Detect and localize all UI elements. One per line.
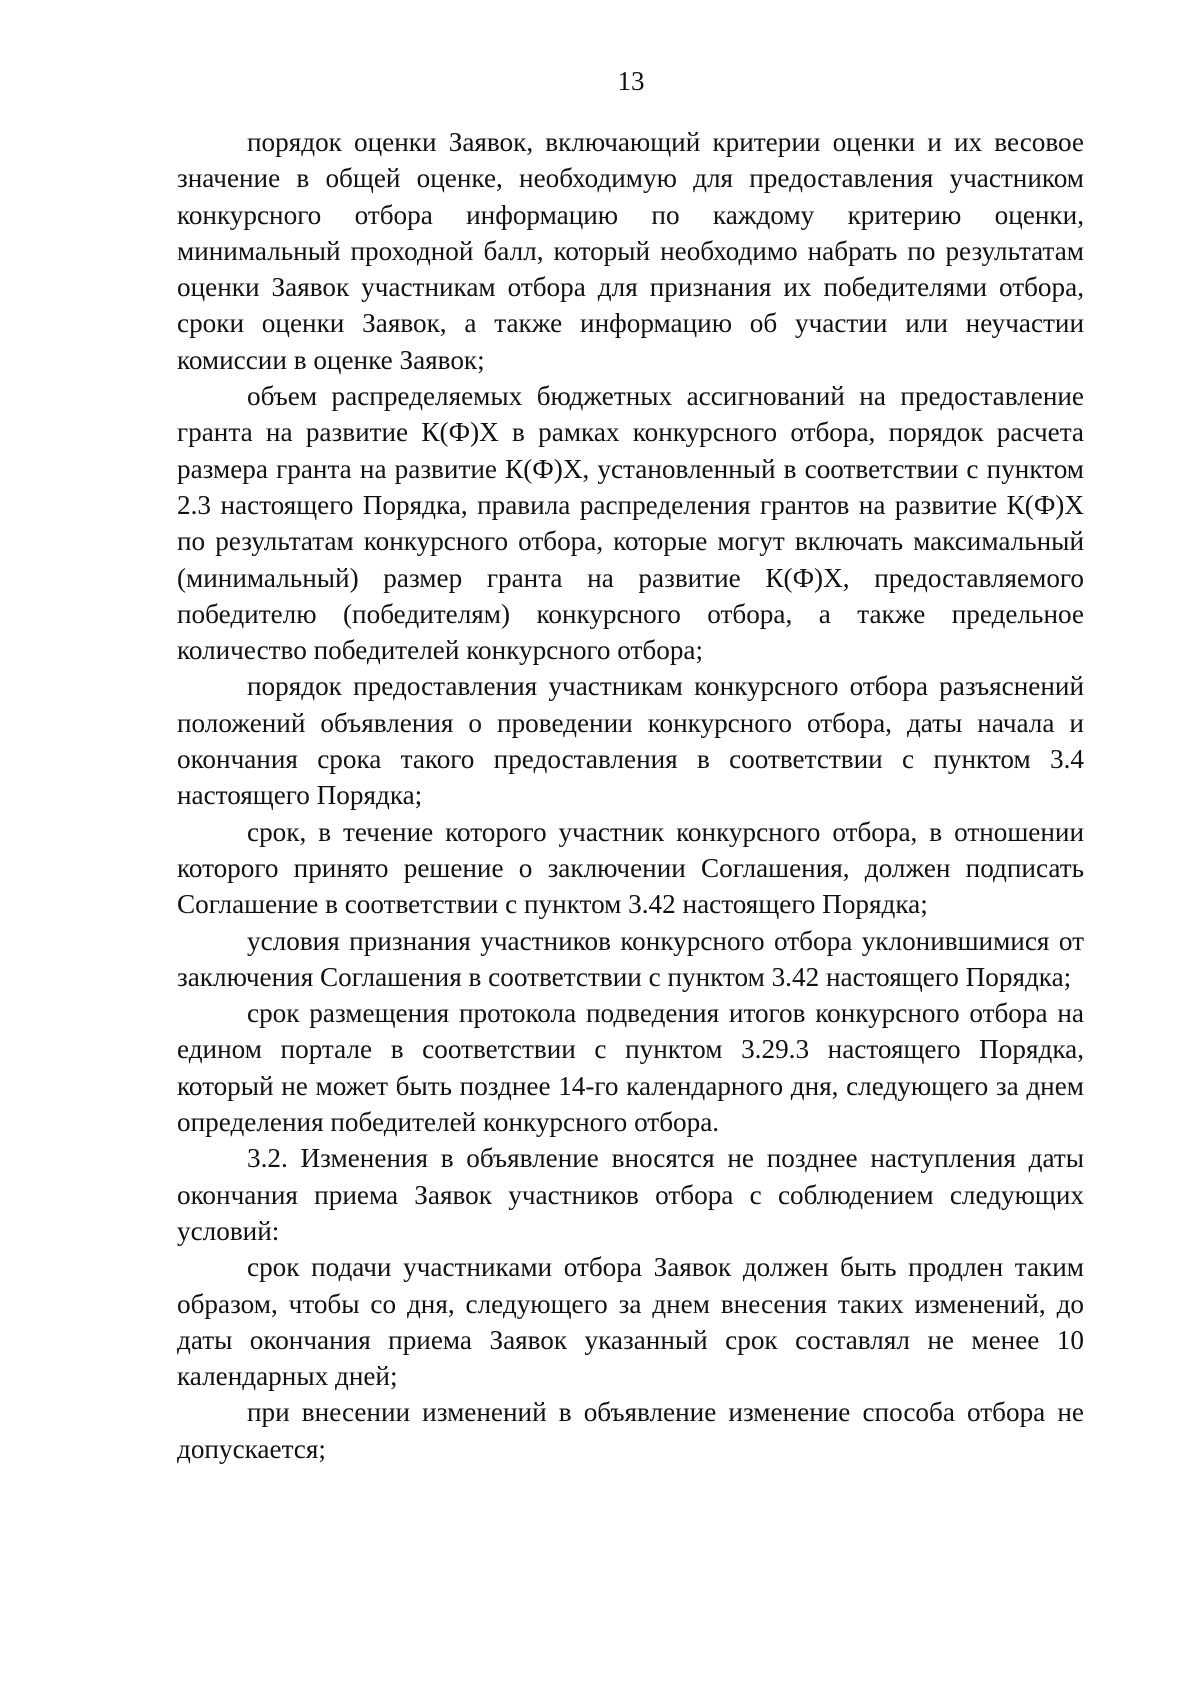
document-body (177, 124, 1084, 1467)
page-number: 13 (617, 66, 645, 96)
paragraph-submission-extension: срок подачи участниками отбора Заявок должен быть продлен таким образом, чтобы со дня, следующего за днем внесения таких изменений, до даты окончания приема Заявок указанный срок составлял не менее 10 календарных дней; (177, 1252, 1084, 1392)
paragraph-budget-allocations: объем распределяемых бюджетных ассигнований на предоставление гранта на развитие К(Ф)Х в рамках конкурсного отбора, порядок расчета размера гранта на развитие К(Ф)Х, установленный в соответствии с пунктом 2.3 настоящего Порядка, правила распределения грантов на развитие К(Ф)Х по результатам конкурсного отбора, которые могут включать максимальный (минимальный) размер гранта на развитие К(Ф)Х, предоставляемого победителю (победителям) конкурсного отбора, а также предельное количество победителей конкурсного отбора; (177, 381, 1084, 666)
paragraph-clarifications-procedure: порядок предоставления участникам конкурсного отбора разъяснений положений объявления о проведении конкурсного отбора, даты начала и окончания срока такого предоставления в соответствии с пунктом 3.4 настоящего Порядка; (177, 671, 1084, 811)
paragraph-evaluation-procedure: порядок оценки Заявок, включающий критерии оценки и их весовое значение в общей оценке, необходимую для предоставления участником конкурсного отбора информацию по каждому критерию оценки, минимальный проходной балл, который необходимо набрать по результатам оценки Заявок участникам отбора для признания их победителями отбора, сроки оценки Заявок, а также информацию об участии или неучастии комиссии в оценке Заявок; (177, 127, 1084, 375)
paragraph-section-3-2: 3.2. Изменения в объявление вносятся не позднее наступления даты окончания приема Заявок участников отбора с соблюдением следующих условий: (177, 1143, 1084, 1246)
paragraph-agreement-signing-term: срок, в течение которого участник конкурсного отбора, в отношении которого принято решение о заключении Соглашения, должен подписать Соглашение в соответствии с пунктом 3.42 настоящего Порядка; (177, 816, 1084, 920)
paragraph-protocol-publication-term: срок размещения протокола подведения итогов конкурсного отбора на едином портале в соответствии с пунктом 3.29.3 настоящего Порядка, который не может быть позднее 14-го календарного дня, следующего за днем определения победителей конкурсного отбора. (177, 998, 1084, 1138)
paragraph-selection-method-change: при внесении изменений в объявление изменение способа отбора не допускается; (177, 1397, 1084, 1464)
paragraph-evasion-conditions: условия признания участников конкурсного отбора уклонившимися от заключения Соглашения в соответствии с пунктом 3.42 настоящего Порядка; (177, 925, 1084, 992)
